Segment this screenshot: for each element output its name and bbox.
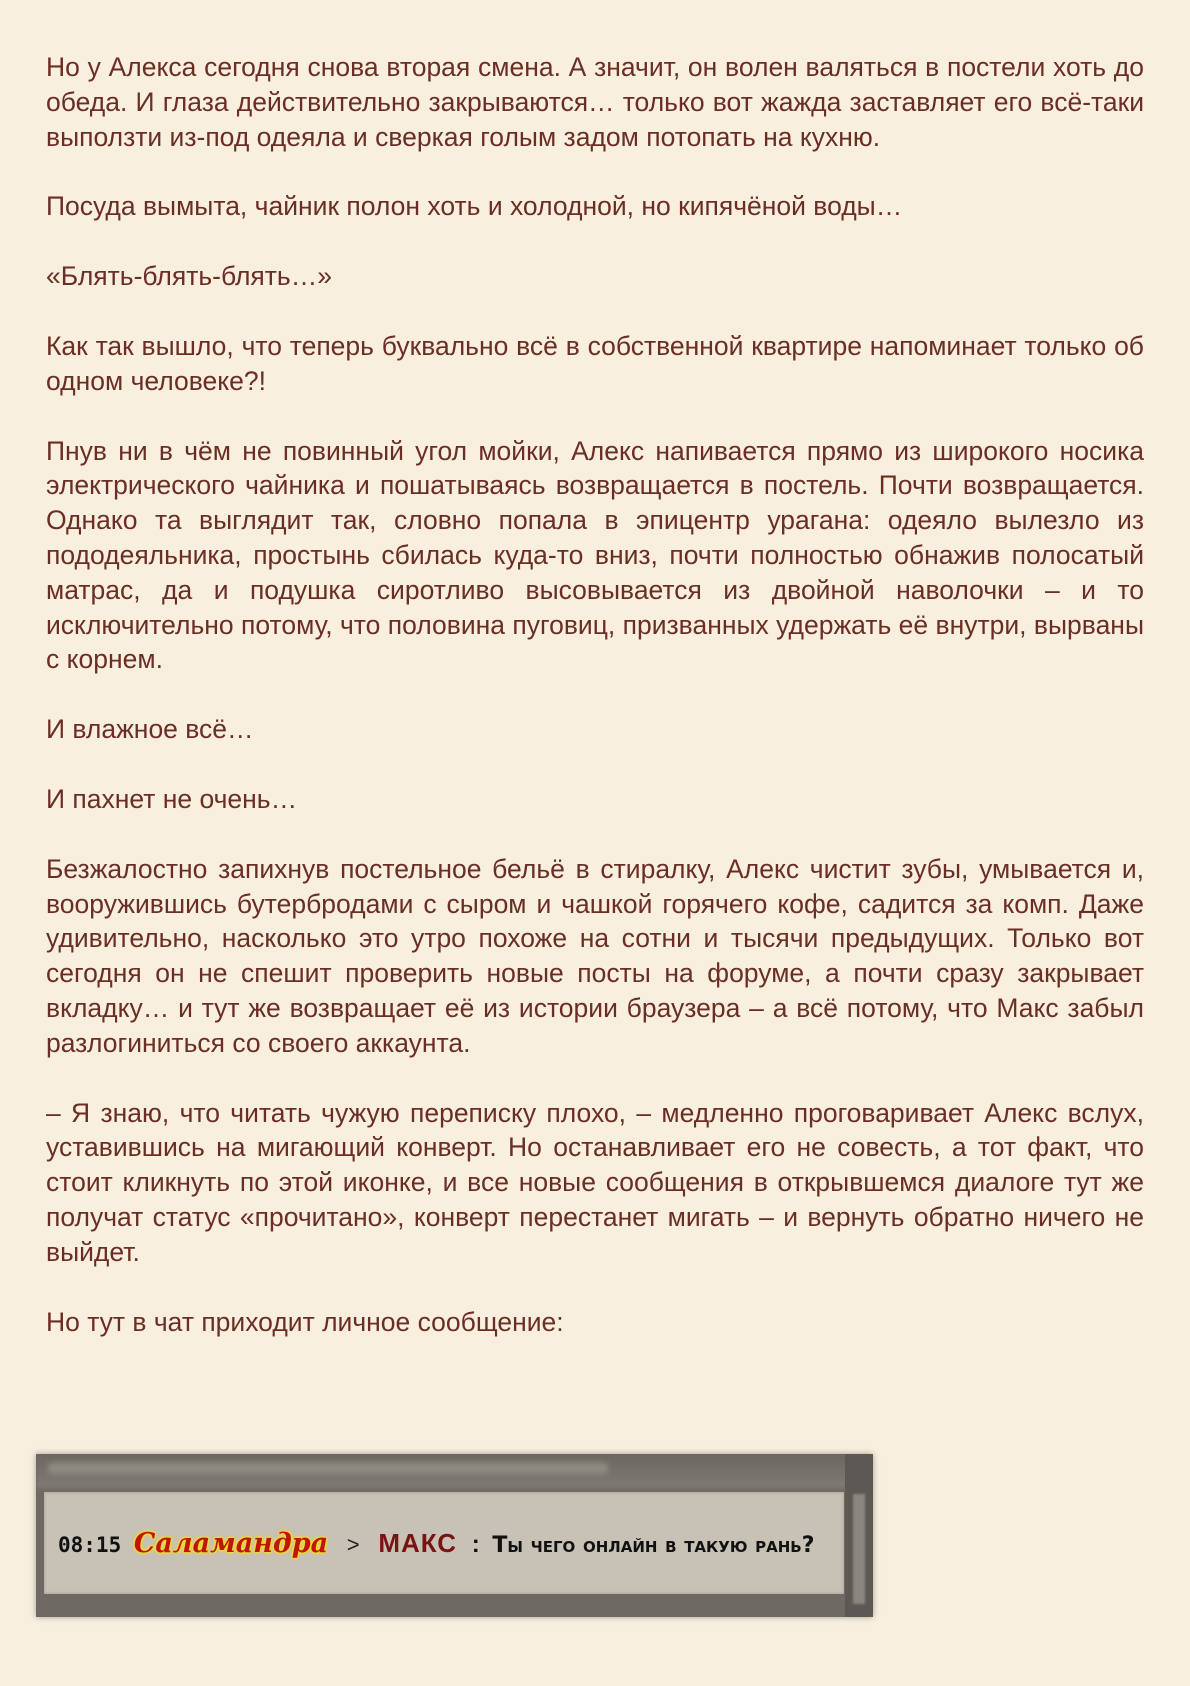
- paragraph: Пнув ни в чём не повинный угол мойки, Алекс напивается прямо из широкого носика электрического чайника и пошатываясь возвращается в постель. Почти возвращается. Однако та выглядит так, словно попала в эпицентр урагана: одеяло вылезло из пододеяльника, простынь сбилась куда-то вниз, почти полностью обнажив полосатый матрас, да и подушка сиротливо высовывается из двойной наволочки – и то исключительно потому, что половина пуговиц, призванных удержать её внутри, вырваны с корнем.: [46, 435, 1144, 675]
- chat-scrollbar-thumb: [853, 1494, 865, 1604]
- paragraph: – Я знаю, что читать чужую переписку плохо, – медленно проговаривает Алекс вслух, уставившись на мигающий конверт. Но останавливает его не совесть, а тот факт, что стоит кликнуть по этой иконке, и все новые сообщения в открывшемся диалоге тут же получат статус «прочитано», конверт перестанет мигать – и вернуть обратно ничего не выйдет.: [46, 1097, 1144, 1267]
- paragraph: «Блять-блять-блять…»: [46, 261, 332, 292]
- chat-arrow: >: [346, 1532, 360, 1557]
- paragraph: И влажное всё…: [46, 714, 254, 745]
- chat-timestamp: 08:15: [58, 1533, 122, 1557]
- paragraph: Безжалостно запихнув постельное бельё в стиралку, Алекс чистит зубы, умывается и, вооружившись бутербродами с сыром и чашкой горячего кофе, садится за комп. Даже удивительно, насколько это утро похоже на сотни и тысячи предыдущих. Только вот сегодня он не спешит проверить новые посты на форуме, а почти сразу закрывает вкладку… и тут же возвращает её из истории браузера – а всё потому, что Макс забыл разлогиниться со своего аккаунта.: [46, 853, 1144, 1058]
- chat-scrollbar: [845, 1454, 873, 1617]
- chat-message-text: Ты чего онлайн в такую рань?: [492, 1533, 815, 1558]
- paragraph: Посуда вымыта, чайник полон хоть и холодной, но кипячёной воды…: [46, 191, 903, 222]
- paragraph: Но тут в чат приходит личное сообщение:: [46, 1306, 564, 1337]
- chat-message-bar: [44, 1492, 844, 1594]
- chat-screenshot: [36, 1454, 873, 1617]
- paragraph: Как так вышло, что теперь буквально всё в собственной квартире напоминает только об одном человеке?!: [46, 330, 1144, 396]
- chat-sender-name: Саламандра: [133, 1528, 329, 1559]
- chat-recipient-name: МАКС: [378, 1528, 458, 1558]
- paragraph: И пахнет не очень…: [46, 783, 298, 814]
- chat-colon: :: [471, 1531, 480, 1558]
- paragraph: Но у Алекса сегодня снова вторая смена. А значит, он волен валяться в постели хоть до обеда. И глаза действительно закрываются… только вот жажда заставляет его всё-таки выползти из-под одеяла и сверкая голым задом потопать на кухню.: [46, 52, 1144, 152]
- chat-blurred-text: [48, 1462, 608, 1474]
- chat-message-line: [58, 1528, 814, 1561]
